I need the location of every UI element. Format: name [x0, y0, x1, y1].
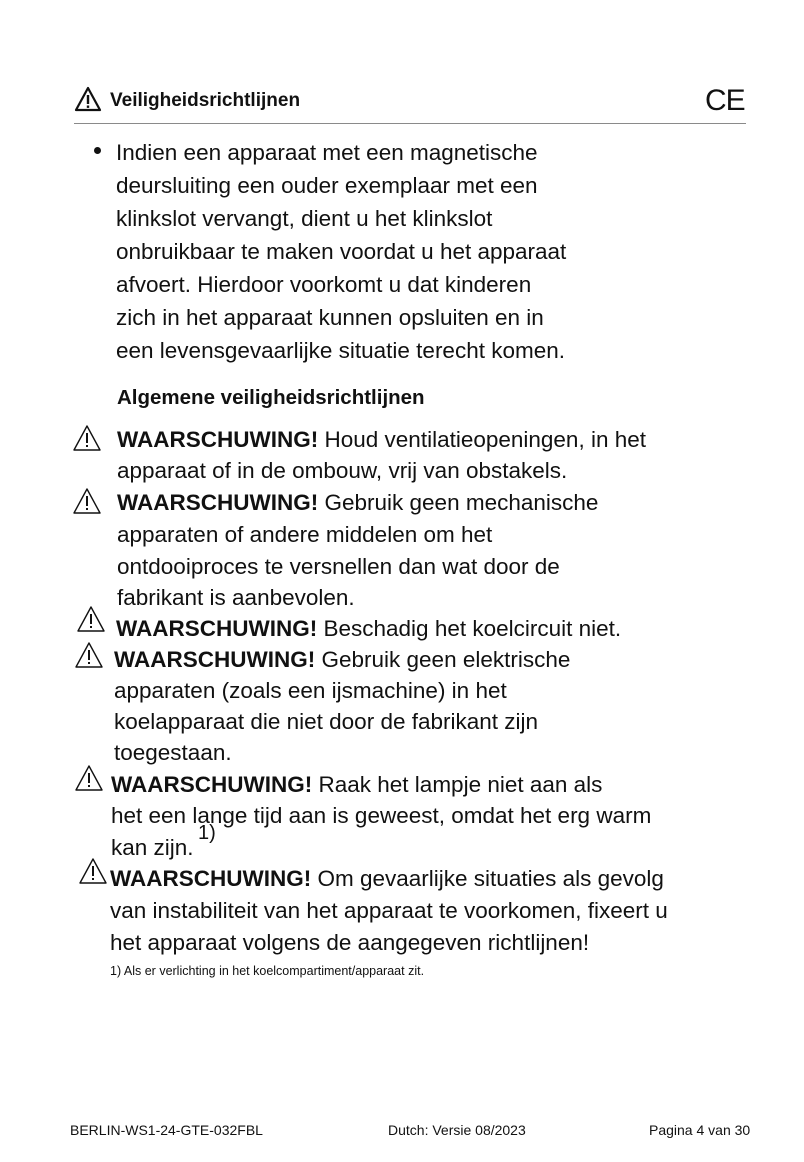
- footer-model: BERLIN-WS1-24-GTE-032FBL: [70, 1122, 263, 1138]
- bullet-line: afvoert. Hierdoor voorkomt u dat kinderen: [116, 272, 532, 297]
- warning-triangle-icon: [74, 86, 102, 112]
- warning-triangle-icon: [72, 424, 102, 452]
- warning-line: van instabiliteit van het apparaat te voorkomen, fixeert u: [110, 898, 668, 923]
- warning-triangle-icon: [74, 641, 104, 669]
- footer-version: Dutch: Versie 08/2023: [388, 1122, 526, 1138]
- warning-label: WAARSCHUWING!: [111, 772, 313, 797]
- warning-label: WAARSCHUWING!: [117, 427, 319, 452]
- warning-line: WAARSCHUWING! Gebruik geen mechanische: [117, 490, 599, 515]
- warning-triangle-icon: [74, 764, 104, 792]
- bullet-line: klinkslot vervangt, dient u het klinkslot: [116, 206, 493, 231]
- bullet-line: deursluiting een ouder exemplaar met een: [116, 173, 538, 198]
- footnote: 1) Als er verlichting in het koelcompartiment/apparaat zit.: [110, 964, 425, 978]
- warning-line: WAARSCHUWING! Houd ventilatieopeningen, in het: [117, 427, 646, 452]
- warning-label: WAARSCHUWING!: [117, 490, 319, 515]
- bullet-icon: [94, 147, 101, 154]
- warning-line: het apparaat volgens de aangegeven richtlijnen!: [110, 930, 590, 955]
- section-title: Veiligheidsrichtlijnen: [110, 90, 301, 111]
- warning-triangle-icon: [78, 857, 108, 885]
- warning-label: WAARSCHUWING!: [116, 616, 318, 641]
- footnote-reference: 1): [198, 822, 216, 844]
- footer-page-number: Pagina 4 van 30: [649, 1122, 751, 1138]
- warning-label: WAARSCHUWING!: [110, 866, 312, 891]
- warning-triangle-icon: [72, 487, 102, 515]
- general-safety-heading: Algemene veiligheidsrichtlijnen: [117, 386, 425, 409]
- bullet-line: zich in het apparaat kunnen opsluiten en in: [116, 305, 544, 330]
- warning-line: apparaten (zoals een ijsmachine) in het: [114, 678, 507, 703]
- warning-triangle-icon: [76, 605, 106, 633]
- warning-label: WAARSCHUWING!: [114, 647, 316, 672]
- warning-line: ontdooiproces te versnellen dan wat door de: [117, 554, 560, 579]
- warning-line: toegestaan.: [114, 740, 232, 765]
- warning-line: kan zijn.: [111, 835, 194, 860]
- header-divider: [74, 123, 746, 124]
- warning-line: koelapparaat die niet door de fabrikant zijn: [114, 709, 539, 734]
- bullet-line: onbruikbaar te maken voordat u het apparaat: [116, 239, 567, 264]
- warning-line: apparaten of andere middelen om het: [117, 522, 493, 547]
- bullet-line: Indien een apparaat met een magnetische: [116, 140, 538, 165]
- warning-line: het een lange tijd aan is geweest, omdat het erg warm: [111, 803, 652, 828]
- bullet-line: een levensgevaarlijke situatie terecht komen.: [116, 338, 566, 363]
- warning-line: fabrikant is aanbevolen.: [117, 585, 355, 610]
- warning-line: WAARSCHUWING! Om gevaarlijke situaties als gevolg: [110, 866, 664, 891]
- warning-line: WAARSCHUWING! Raak het lampje niet aan als: [111, 772, 603, 797]
- ce-mark: CE: [705, 84, 745, 117]
- warning-line: WAARSCHUWING! Beschadig het koelcircuit niet.: [116, 616, 622, 641]
- warning-line: WAARSCHUWING! Gebruik geen elektrische: [114, 647, 571, 672]
- warning-line: apparaat of in de ombouw, vrij van obstakels.: [117, 458, 568, 483]
